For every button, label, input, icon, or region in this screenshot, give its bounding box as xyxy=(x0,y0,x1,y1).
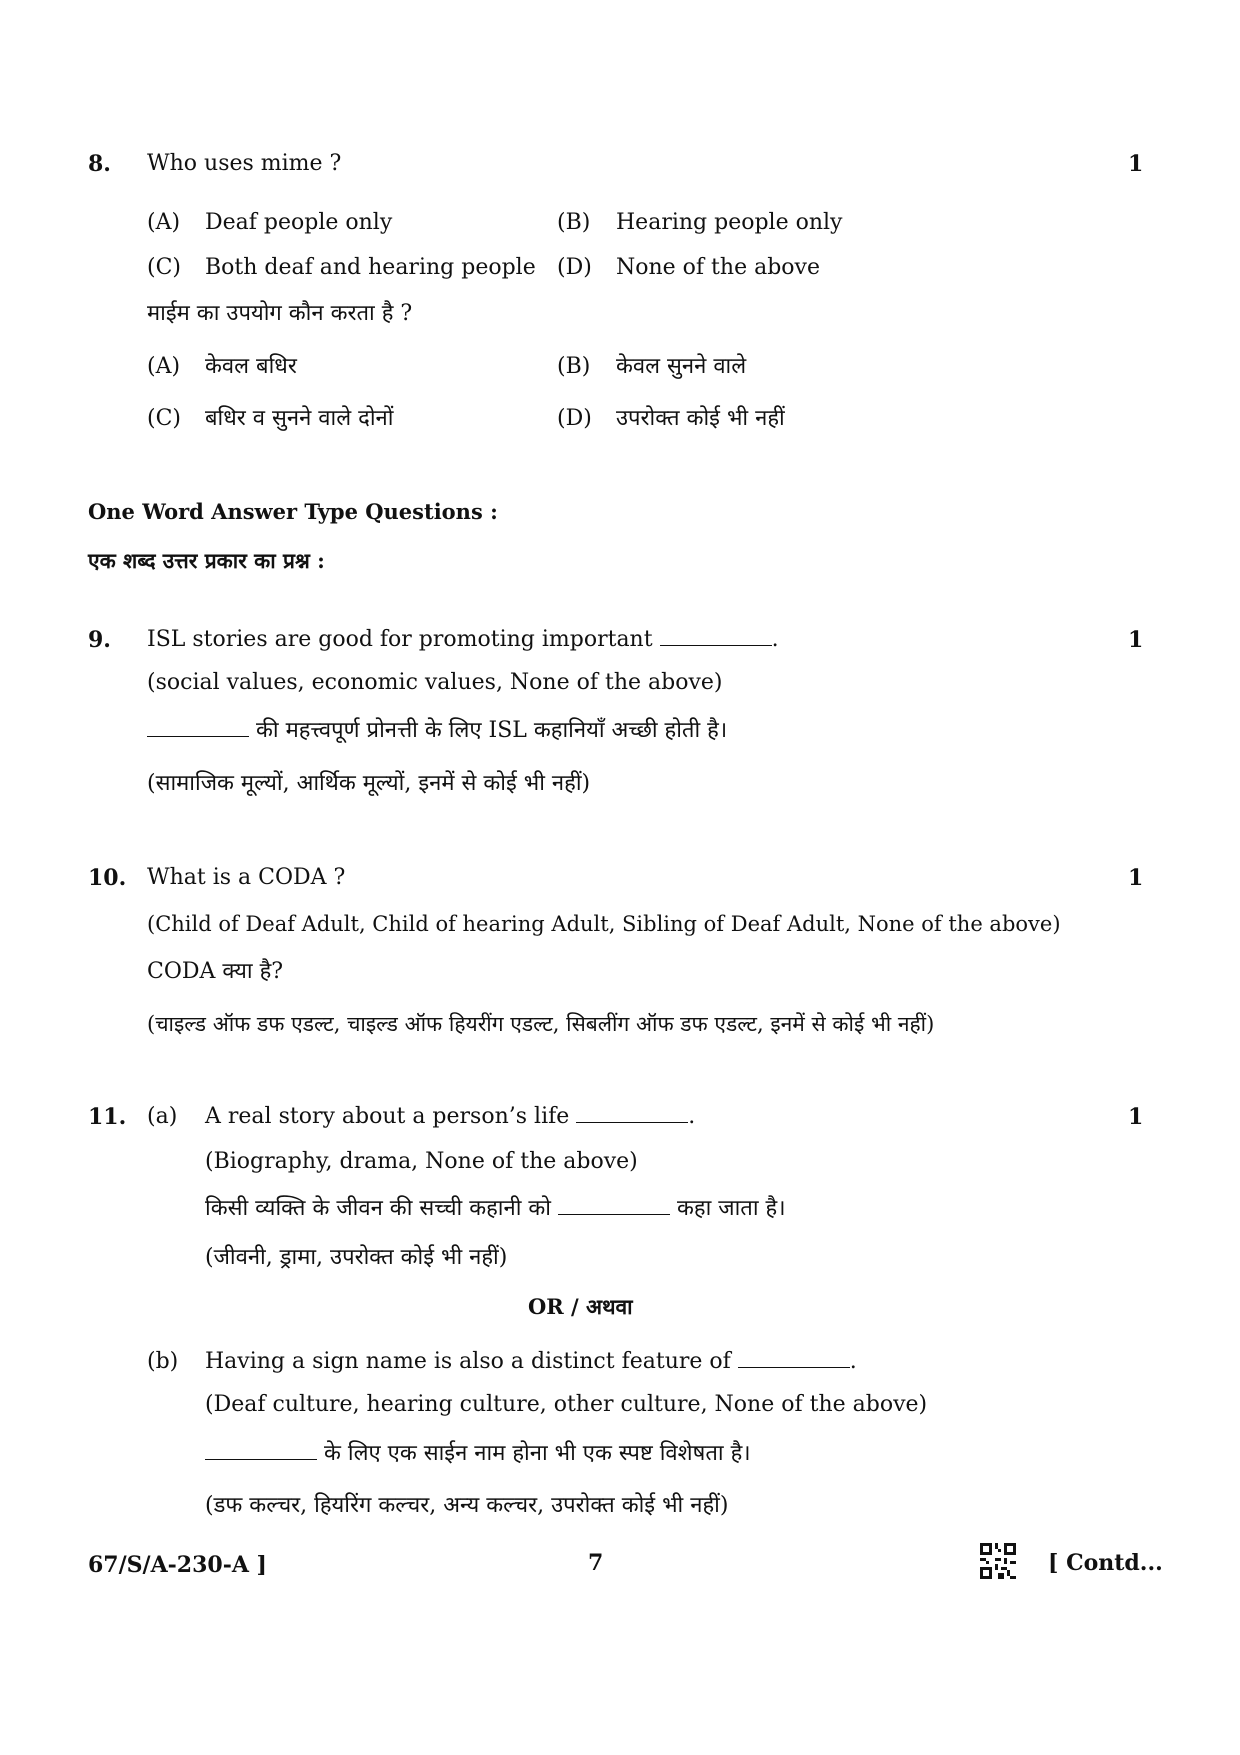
q11b-text xyxy=(205,1348,857,1376)
page-number: 7 xyxy=(588,1550,604,1576)
q11b-text-hindi xyxy=(205,1440,751,1468)
q8-option-d-label: (D) xyxy=(557,255,592,280)
q11b-blank xyxy=(738,1349,850,1368)
q9-choices-hindi: (सामाजिक मूल्यों, आर्थिक मूल्यों, इनमें से कोई भी नहीं) xyxy=(147,771,591,796)
q8-option-c-text: Both deaf and hearing people xyxy=(205,255,536,280)
q9-choices: (social values, economic values, None of the above) xyxy=(147,670,723,695)
continued-label: [ Contd... xyxy=(1048,1550,1163,1576)
q11a-blank xyxy=(576,1104,688,1123)
q8-option-a-text: Deaf people only xyxy=(205,210,393,235)
q8-option-c-hi-label: (C) xyxy=(147,406,181,431)
q9-text-hindi xyxy=(147,717,727,745)
q11a-text xyxy=(205,1103,695,1131)
q8-text-hindi: माईम का उपयोग कौन करता है ? xyxy=(147,301,413,326)
q9-text-hindi-after: की महत्त्वपूर्ण प्रोनत्ती के लिए ISL कहानियाँ अच्छी होती है। xyxy=(256,718,728,743)
q8-option-b-hi-text: केवल सुनने वाले xyxy=(616,354,747,379)
q11a-label: (a) xyxy=(147,1104,178,1129)
q8-option-a-label: (A) xyxy=(147,210,181,235)
q9-number: 9. xyxy=(88,627,111,653)
q11a-text-hindi-before: किसी व्यक्ति के जीवन की सच्ची कहानी को xyxy=(205,1196,551,1221)
q11b-choices: (Deaf culture, hearing culture, other culture, None of the above) xyxy=(205,1392,928,1417)
qr-code-icon xyxy=(980,1543,1016,1579)
q11-marks: 1 xyxy=(1128,1104,1144,1130)
q9-hindi-blank xyxy=(147,718,249,737)
q11b-choices-hindi: (डफ कल्चर, हियरिंग कल्चर, अन्य कल्चर, उपरोक्त कोई भी नहीं) xyxy=(205,1493,729,1518)
q8-option-b-hi-label: (B) xyxy=(557,354,591,379)
q10-marks: 1 xyxy=(1128,865,1144,891)
q8-option-d-hi-label: (D) xyxy=(557,406,592,431)
q8-option-c-label: (C) xyxy=(147,255,181,280)
q11-number: 11. xyxy=(88,1104,127,1130)
q10-text-hindi: CODA क्या है? xyxy=(147,959,284,984)
q8-marks: 1 xyxy=(1128,151,1144,177)
q9-blank xyxy=(660,627,772,646)
q11b-text-after: . xyxy=(849,1349,857,1374)
q11a-text-after: . xyxy=(688,1104,696,1129)
q11b-hindi-blank xyxy=(205,1441,317,1460)
q11a-choices-hindi: (जीवनी, ड्रामा, उपरोक्त कोई भी नहीं) xyxy=(205,1245,508,1270)
q10-choices-hindi: (चाइल्ड ऑफ डफ एडल्ट, चाइल्ड ऑफ हियरींग एडल्ट, सिबलींग ऑफ डफ एडल्ट, इनमें से कोई भी नहीं) xyxy=(147,1012,935,1036)
or-separator: OR / अथवा xyxy=(528,1294,633,1319)
q8-option-c-hi-text: बधिर व सुनने वाले दोनों xyxy=(205,406,394,431)
q10-text: What is a CODA ? xyxy=(147,865,346,890)
q9-text xyxy=(147,626,779,654)
q11b-label: (b) xyxy=(147,1349,179,1374)
q8-option-a-hi-label: (A) xyxy=(147,354,181,379)
q10-number: 10. xyxy=(88,865,127,891)
q8-option-b-label: (B) xyxy=(557,210,591,235)
paper-code: 67/S/A-230-A ] xyxy=(88,1552,267,1578)
q8-option-d-hi-text: उपरोक्त कोई भी नहीं xyxy=(616,406,785,431)
q9-marks: 1 xyxy=(1128,627,1144,653)
q8-option-d-text: None of the above xyxy=(616,255,820,280)
section-title: One Word Answer Type Questions : xyxy=(88,499,498,524)
section-title-hindi: एक शब्द उत्तर प्रकार का प्रश्न : xyxy=(88,548,325,573)
q11a-hindi-blank xyxy=(558,1196,670,1215)
q9-text-before: ISL stories are good for promoting important xyxy=(147,627,653,652)
q11a-choices: (Biography, drama, None of the above) xyxy=(205,1149,638,1174)
q11a-text-hindi xyxy=(205,1195,786,1223)
q8-option-a-hi-text: केवल बधिर xyxy=(205,354,297,379)
q11b-text-hindi-after: के लिए एक साईन नाम होना भी एक स्पष्ट विशेषता है। xyxy=(324,1441,751,1466)
q8-text: Who uses mime ? xyxy=(147,151,342,176)
q11b-text-before: Having a sign name is also a distinct feature of xyxy=(205,1349,731,1374)
q9-text-after: . xyxy=(771,627,779,652)
q8-number: 8. xyxy=(88,151,111,177)
q10-choices: (Child of Deaf Adult, Child of hearing Adult, Sibling of Deaf Adult, None of the above) xyxy=(147,912,1061,936)
q11a-text-hindi-after: कहा जाता है। xyxy=(677,1196,786,1221)
q8-option-b-text: Hearing people only xyxy=(616,210,843,235)
q11a-text-before: A real story about a person’s life xyxy=(205,1104,570,1129)
